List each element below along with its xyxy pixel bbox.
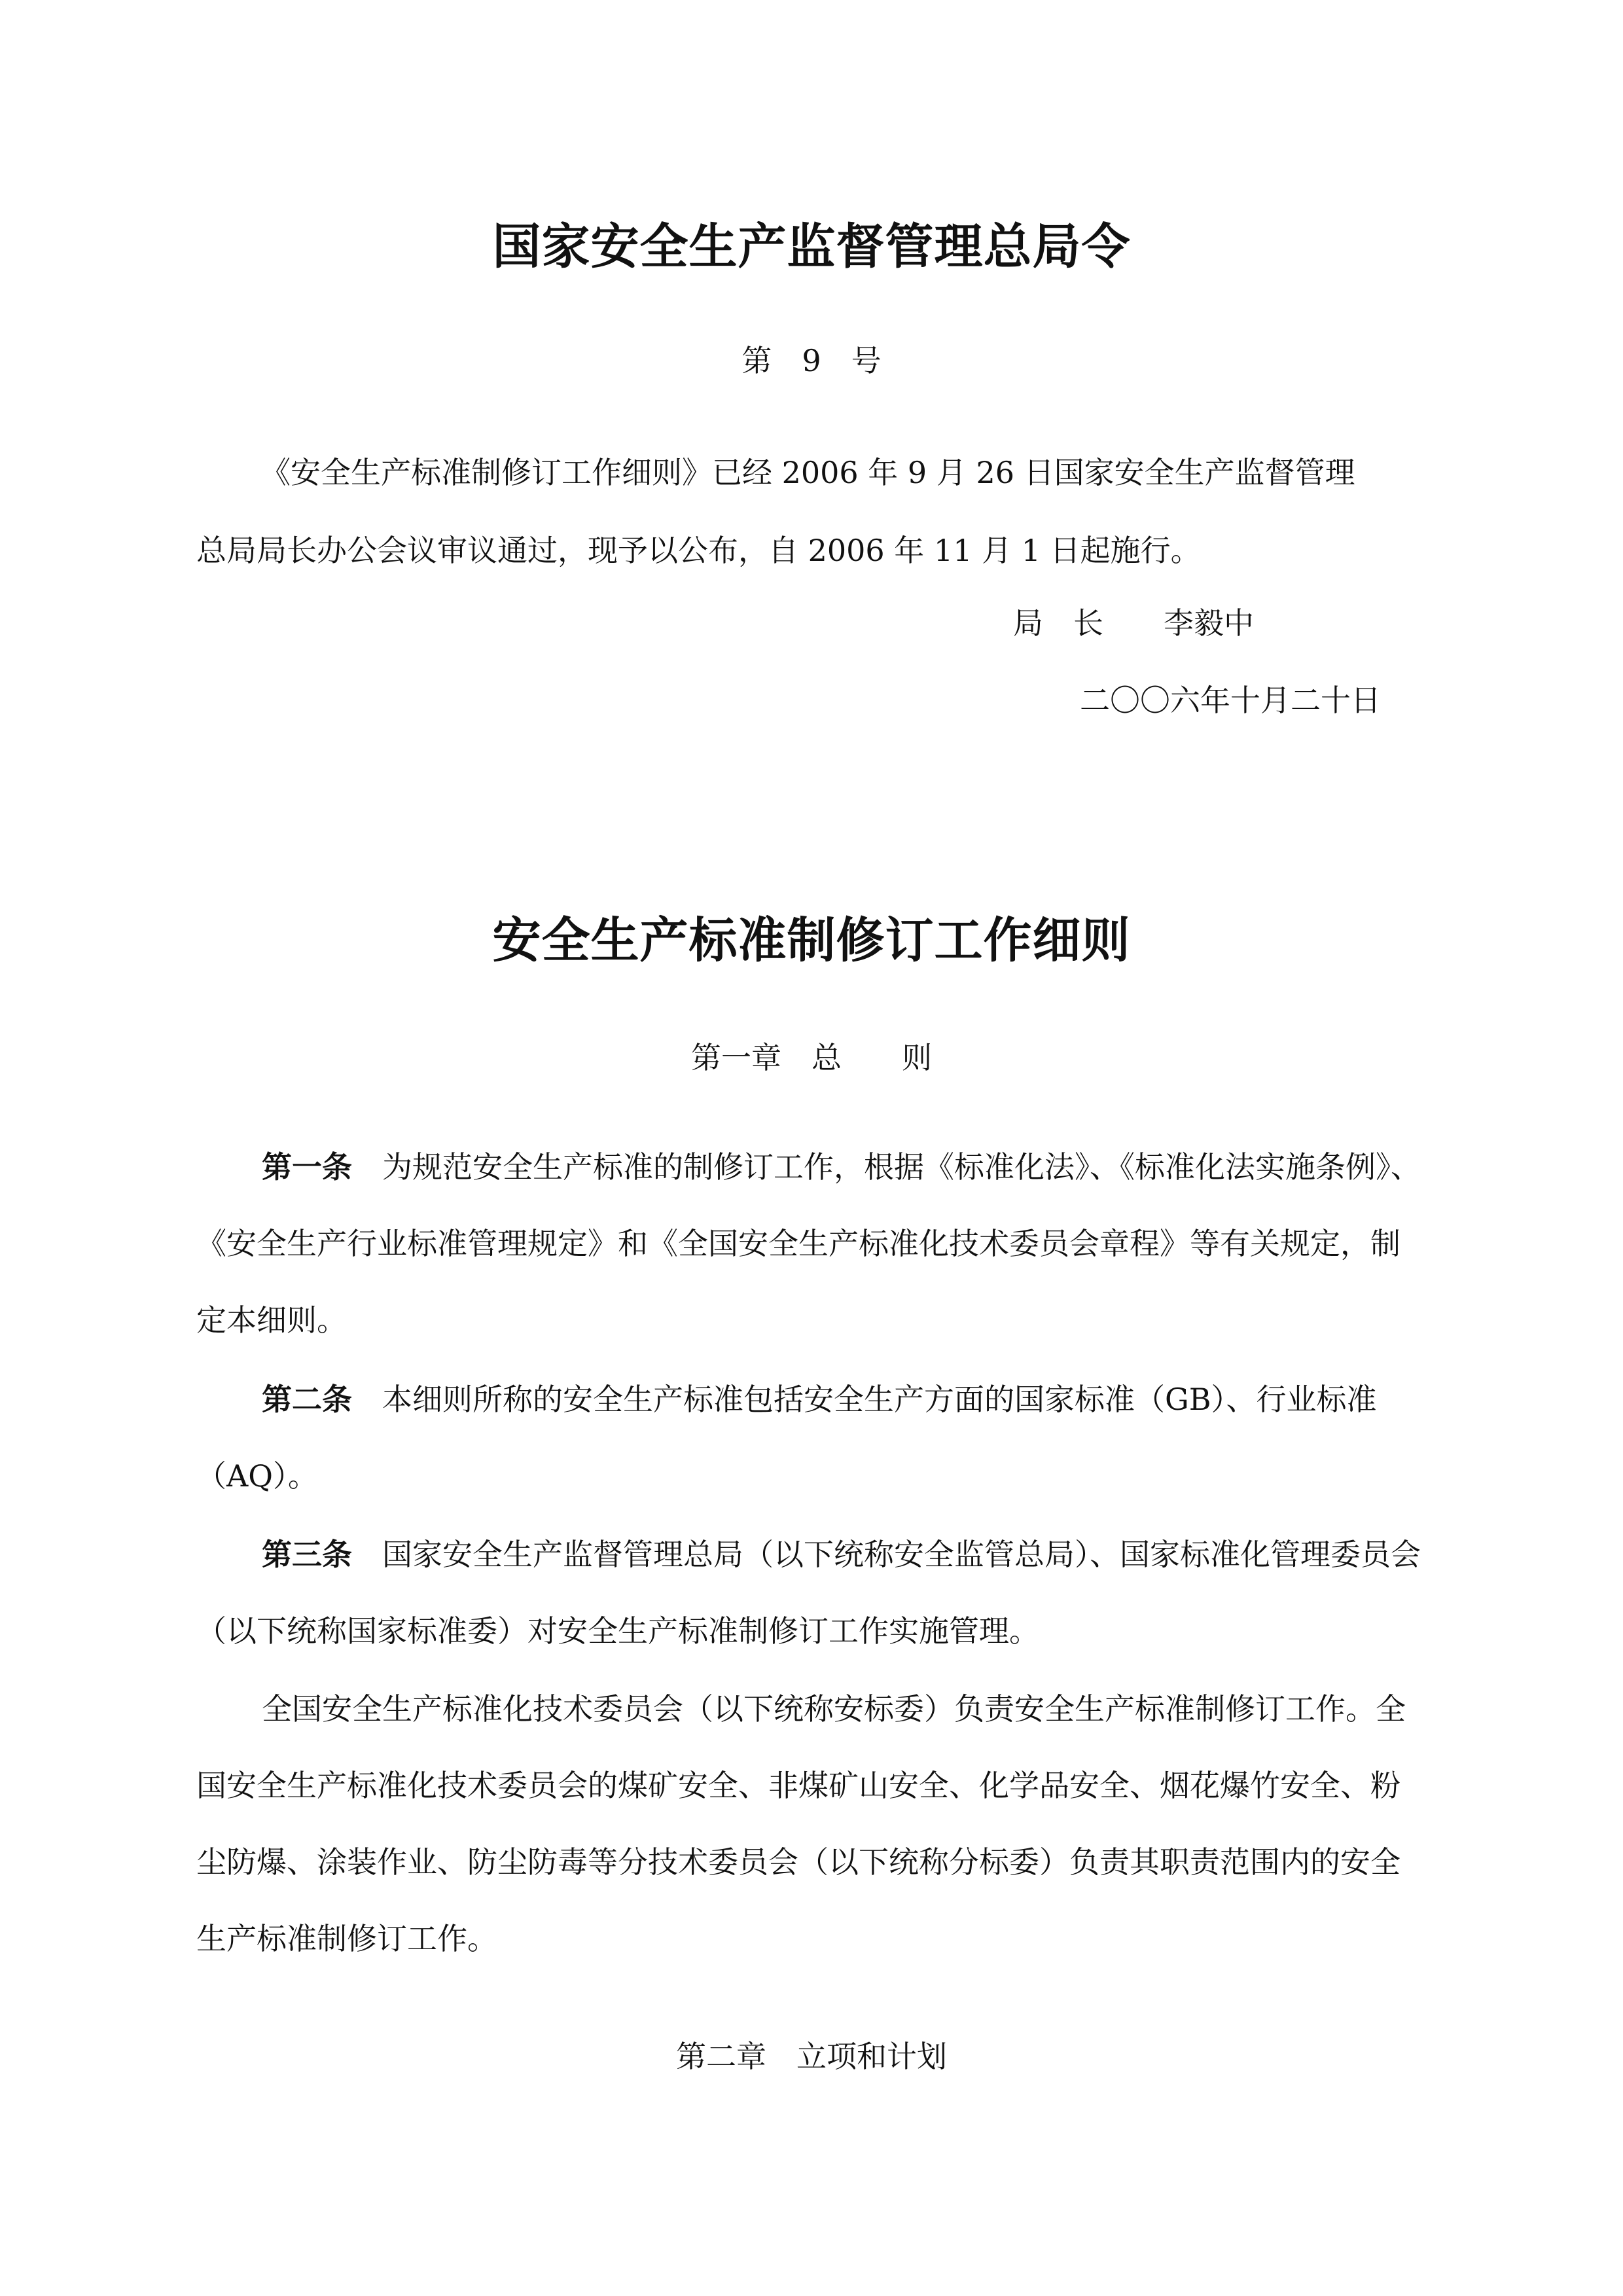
article-3-lead: 第三条 <box>262 1537 352 1572</box>
order-text-line-1: 《安全生产标准制修订工作细则》已经 2006 年 9 月 26 日国家安全生产监督管理 <box>260 455 1355 490</box>
article-1-lead: 第一条 <box>262 1149 352 1185</box>
article-3 <box>196 1516 1427 1670</box>
signer: 局 长 李毅中 <box>1013 605 1254 641</box>
article-3-text: 国家安全生产监督管理总局（以下统称安全监管总局）、国家标准化管理委员会（以下统称国家标准委）对安全生产标准制修订工作实施管理。 <box>196 1537 1421 1649</box>
article-2-lead: 第二条 <box>262 1382 352 1417</box>
order-title: 国家安全生产监督管理总局令 <box>492 219 1131 275</box>
rules-title: 安全生产标准制修订工作细则 <box>492 912 1131 969</box>
order-date: 二〇〇六年十月二十日 <box>1080 683 1381 718</box>
order-number: 第 9 号 <box>741 343 882 378</box>
order-text-line-2: 总局局长办公会议审议通过，现予以公布，自 2006 年 11 月 1 日起施行。 <box>196 533 1201 568</box>
article-1 <box>196 1129 1427 1359</box>
chapter-2-heading: 第二章 立项和计划 <box>676 2039 947 2074</box>
article-1-text: 为规范安全生产标准的制修订工作，根据《标准化法》、《标准化法实施条例》、《安全生产行业标准管理规定》和《全国安全生产标准化技术委员会章程》等有关规定，制定本细则。 <box>196 1149 1421 1338</box>
chapter-1-heading: 第一章 总 则 <box>691 1040 932 1075</box>
article-2-text: 本细则所称的安全生产标准包括安全生产方面的国家标准（GB）、行业标准（AQ）。 <box>196 1382 1377 1494</box>
committee-paragraph: 全国安全生产标准化技术委员会（以下统称安标委）负责安全生产标准制修订工作。全国安全生产标准化技术委员会的煤矿安全、非煤矿山安全、化学品安全、烟花爆竹安全、粉尘防爆、涂装作业、防尘防毒等分技术委员会（以下统称分标委）负责其职责范围内的安全生产标准制修订工作。 <box>196 1691 1406 1956</box>
article-2 <box>196 1361 1427 1515</box>
